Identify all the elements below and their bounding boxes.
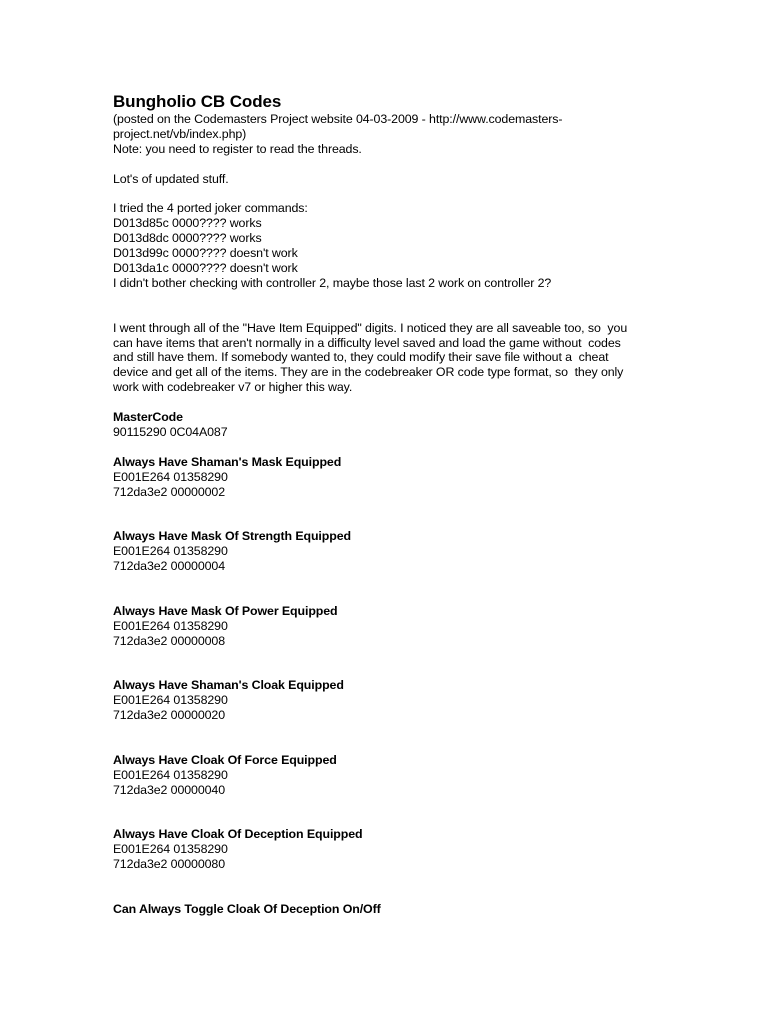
- spacer: [113, 395, 653, 410]
- spacer: [113, 798, 653, 828]
- code-heading: Always Have Shaman's Cloak Equipped: [113, 678, 344, 693]
- joker-line: D013da1c 0000???? doesn't work: [113, 261, 298, 276]
- code-heading: Always Have Cloak Of Force Equipped: [113, 752, 337, 767]
- spacer: [113, 872, 653, 902]
- spacer: [113, 187, 653, 202]
- controller-note: I didn't bother checking with controller 2, maybe those last 2 work on controller 2?: [113, 275, 552, 290]
- posted-line-1: (posted on the Codemasters Project website 04-03-2009 - http://www.codemasters-: [113, 112, 563, 126]
- posted-line-2: project.net/vb/index.php): [113, 126, 247, 141]
- code-line: E001E264 01358290: [113, 693, 228, 708]
- code-block: [113, 604, 653, 649]
- joker-line: D013d85c 0000???? works: [113, 216, 262, 231]
- code-block: [113, 529, 653, 574]
- code-line: 712da3e2 00000008: [113, 633, 225, 648]
- code-line: E001E264 01358290: [113, 842, 228, 857]
- joker-line: D013d8dc 0000???? works: [113, 231, 262, 246]
- updated-note: Lot's of updated stuff.: [113, 171, 229, 186]
- mastercode-heading: MasterCode: [113, 410, 183, 425]
- code-heading: Always Have Mask Of Strength Equipped: [113, 529, 351, 544]
- mastercode-value: 90115290 0C04A087: [113, 424, 228, 439]
- code-line: E001E264 01358290: [113, 469, 228, 484]
- equip-paragraph-line: and still have them. If somebody wanted to, they could modify their save file without a cheat: [113, 350, 609, 365]
- code-line: 712da3e2 00000040: [113, 782, 225, 797]
- code-heading: Always Have Cloak Of Deception Equipped: [113, 827, 363, 842]
- document-page: [113, 92, 653, 917]
- code-line: 712da3e2 00000002: [113, 484, 225, 499]
- code-heading: Always Have Shaman's Mask Equipped: [113, 454, 342, 469]
- equip-paragraph-line: work with codebreaker v7 or higher this way.: [113, 380, 353, 395]
- code-heading: Always Have Mask Of Power Equipped: [113, 603, 338, 618]
- code-block: [113, 455, 653, 500]
- spacer: [113, 291, 653, 321]
- code-block: [113, 753, 653, 798]
- spacer: [113, 649, 653, 679]
- spacer: [113, 499, 653, 529]
- code-line: 712da3e2 00000020: [113, 708, 225, 723]
- spacer: [113, 574, 653, 604]
- register-note: Note: you need to register to read the threads.: [113, 141, 362, 156]
- code-block: [113, 678, 653, 723]
- code-line: E001E264 01358290: [113, 544, 228, 559]
- code-line: E001E264 01358290: [113, 618, 228, 633]
- equip-paragraph-line: can have items that aren't normally in a difficulty level saved and load the game without codes: [113, 335, 621, 350]
- spacer: [113, 157, 653, 172]
- equip-paragraph-line: I went through all of the "Have Item Equipped" digits. I noticed they are all saveable too, so you: [113, 320, 628, 335]
- document-title: Bungholio CB Codes: [113, 92, 282, 111]
- spacer: [113, 723, 653, 753]
- code-block: [113, 827, 653, 872]
- last-code-heading: Can Always Toggle Cloak Of Deception On/Off: [113, 901, 381, 916]
- joker-line: D013d99c 0000???? doesn't work: [113, 246, 298, 261]
- code-line: 712da3e2 00000004: [113, 559, 225, 574]
- spacer: [113, 440, 653, 455]
- code-line: 712da3e2 00000080: [113, 857, 225, 872]
- code-line: E001E264 01358290: [113, 767, 228, 782]
- equip-paragraph-line: device and get all of the items. They are in the codebreaker OR code type format, so they only: [113, 365, 624, 380]
- joker-intro: I tried the 4 ported joker commands:: [113, 201, 308, 216]
